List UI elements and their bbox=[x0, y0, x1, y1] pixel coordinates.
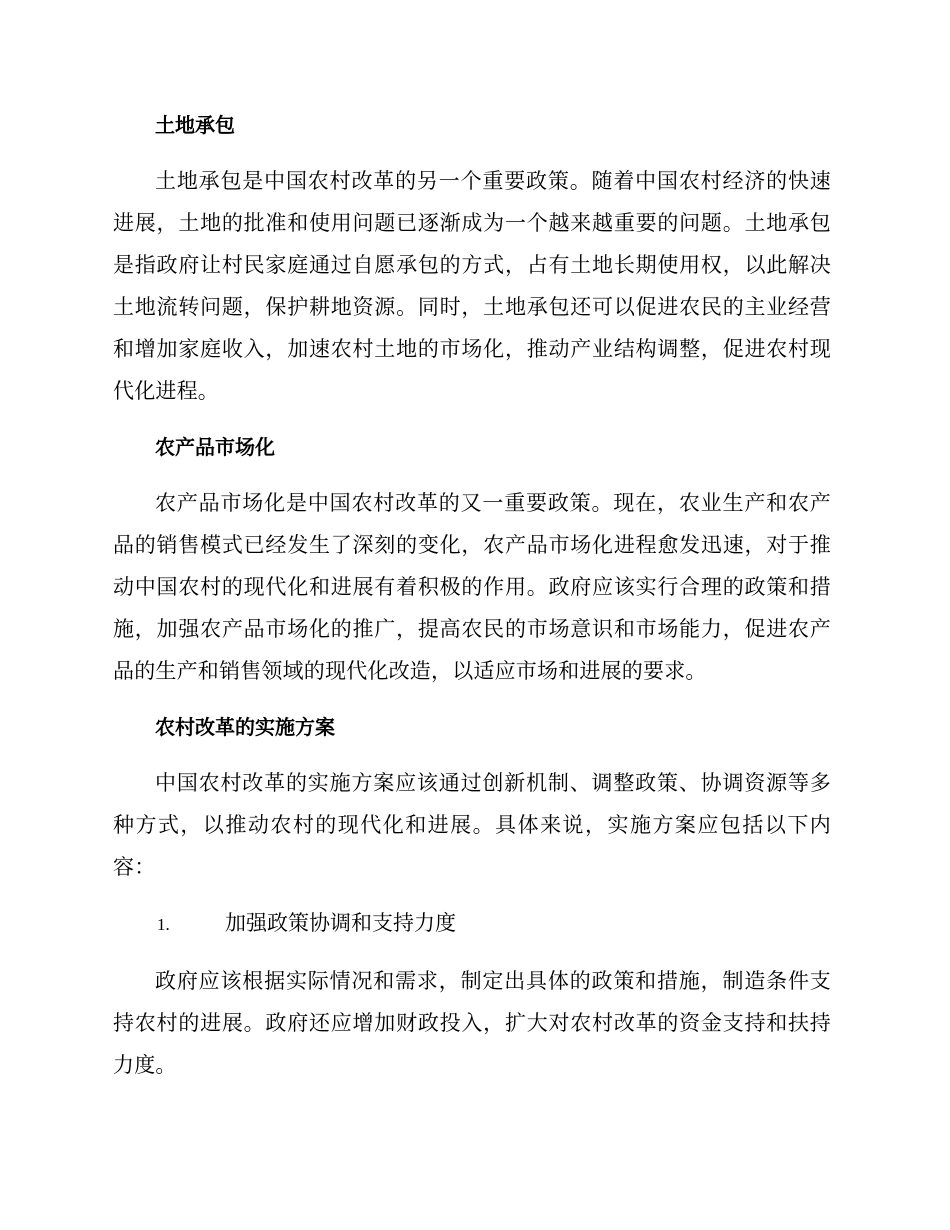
section-heading-implementation: 农村改革的实施方案 bbox=[155, 715, 335, 739]
section-heading-land-contracting: 土地承包 bbox=[155, 113, 235, 137]
document-page bbox=[113, 104, 831, 1100]
section-paragraph-land-contracting: 土地承包是中国农村改革的另一个重要政策。随着中国农村经济的快速进展，土地的批准和使用问题已逐渐成为一个越来越重要的问题。土地承包是指政府让村民家庭通过自愿承包的方式，占有土地长期使用权，以此解决土地流转问题，保护耕地资源。同时，土地承包还可以促进农民的主业经营和增加家庭收入，加速农村土地的市场化，推动产业结构调整，促进农村现代化进程。 bbox=[113, 169, 831, 403]
list-item-number: 1. bbox=[157, 915, 170, 934]
list-item bbox=[113, 902, 831, 946]
list-item-paragraph: 政府应该根据实际情况和需求，制定出具体的政策和措施，制造条件支持农村的进展。政府还应增加财政投入，扩大对农村改革的资金支持和扶持力度。 bbox=[113, 969, 831, 1077]
list-item-title: 加强政策协调和支持力度 bbox=[225, 911, 456, 935]
section-paragraph-market: 农产品市场化是中国农村改革的又一重要政策。现在，农业生产和农产品的销售模式已经发生了深刻的变化，农产品市场化进程愈发迅速，对于推动中国农村的现代化和进展有着积极的作用。政府应该实行合理的政策和措施，加强农产品市场化的推广，提高农民的市场意识和市场能力，促进农产品的生产和销售领域的现代化改造，以适应市场和进展的要求。 bbox=[113, 491, 831, 683]
section-heading-market: 农产品市场化 bbox=[155, 435, 275, 459]
section-paragraph-implementation: 中国农村改革的实施方案应该通过创新机制、调整政策、协调资源等多种方式，以推动农村的现代化和进展。具体来说，实施方案应包括以下内容： bbox=[113, 771, 831, 879]
